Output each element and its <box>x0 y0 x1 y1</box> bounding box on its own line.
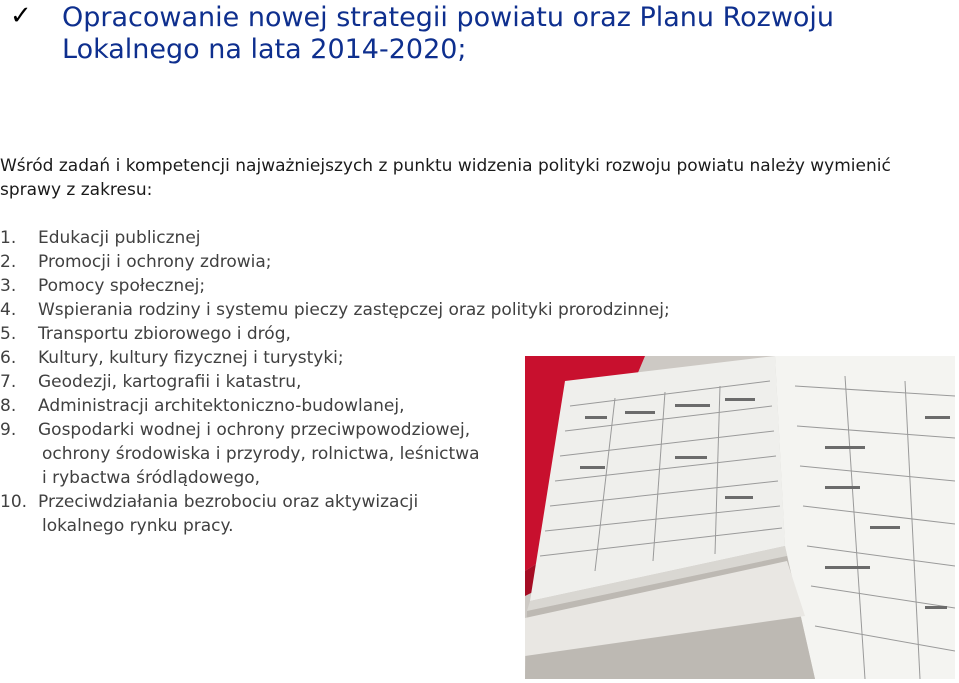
item-text: Edukacji publicznej <box>38 228 201 248</box>
item-text: Przeciwdziałania bezrobociu oraz aktywizacji <box>38 492 419 512</box>
list-item <box>0 250 670 274</box>
item-number: 6. <box>0 348 17 368</box>
list-item <box>0 298 670 322</box>
item-number: 9. <box>0 420 17 440</box>
item-number: 8. <box>0 396 17 416</box>
item-text: Gospodarki wodnej i ochrony przeciwpowodziowej, <box>38 420 471 440</box>
item-text: Administracji architektoniczno-budowlanej, <box>38 396 405 416</box>
item-number: 10. <box>0 492 28 512</box>
item-text: ochrony środowiska i przyrody, rolnictwa, leśnictwa <box>42 444 480 464</box>
item-number: 1. <box>0 228 17 248</box>
item-text: Transportu zbiorowego i dróg, <box>38 324 291 344</box>
checkmark-icon: ✓ <box>10 1 32 31</box>
list-item <box>0 322 670 346</box>
item-number: 2. <box>0 252 17 272</box>
item-text: Kultury, kultury fizycznej i turystyki; <box>38 348 344 368</box>
item-text: Promocji i ochrony zdrowia; <box>38 252 272 272</box>
item-text: Wspierania rodziny i systemu pieczy zastępczej oraz polityki prorodzinnej; <box>38 300 670 320</box>
item-text: Pomocy społecznej; <box>38 276 206 296</box>
list-item <box>0 274 670 298</box>
item-text: lokalnego rynku pracy. <box>42 516 234 536</box>
book-photo <box>525 356 955 679</box>
item-text: Geodezji, kartografii i katastru, <box>38 372 302 392</box>
open-book-illustration <box>525 356 955 679</box>
item-number: 7. <box>0 372 17 392</box>
page-title: Opracowanie nowej strategii powiatu oraz Planu Rozwoju Lokalnego na lata 2014-2020; <box>62 2 835 65</box>
item-text: i rybactwa śródlądowego, <box>42 468 261 488</box>
item-number: 3. <box>0 276 17 296</box>
item-number: 4. <box>0 300 17 320</box>
list-item <box>0 226 670 250</box>
intro-text: Wśród zadań i kompetencji najważniejszych z punktu widzenia polityki rozwoju powiatu należy wymienić sprawy z zakresu: <box>0 156 891 200</box>
item-number: 5. <box>0 324 17 344</box>
